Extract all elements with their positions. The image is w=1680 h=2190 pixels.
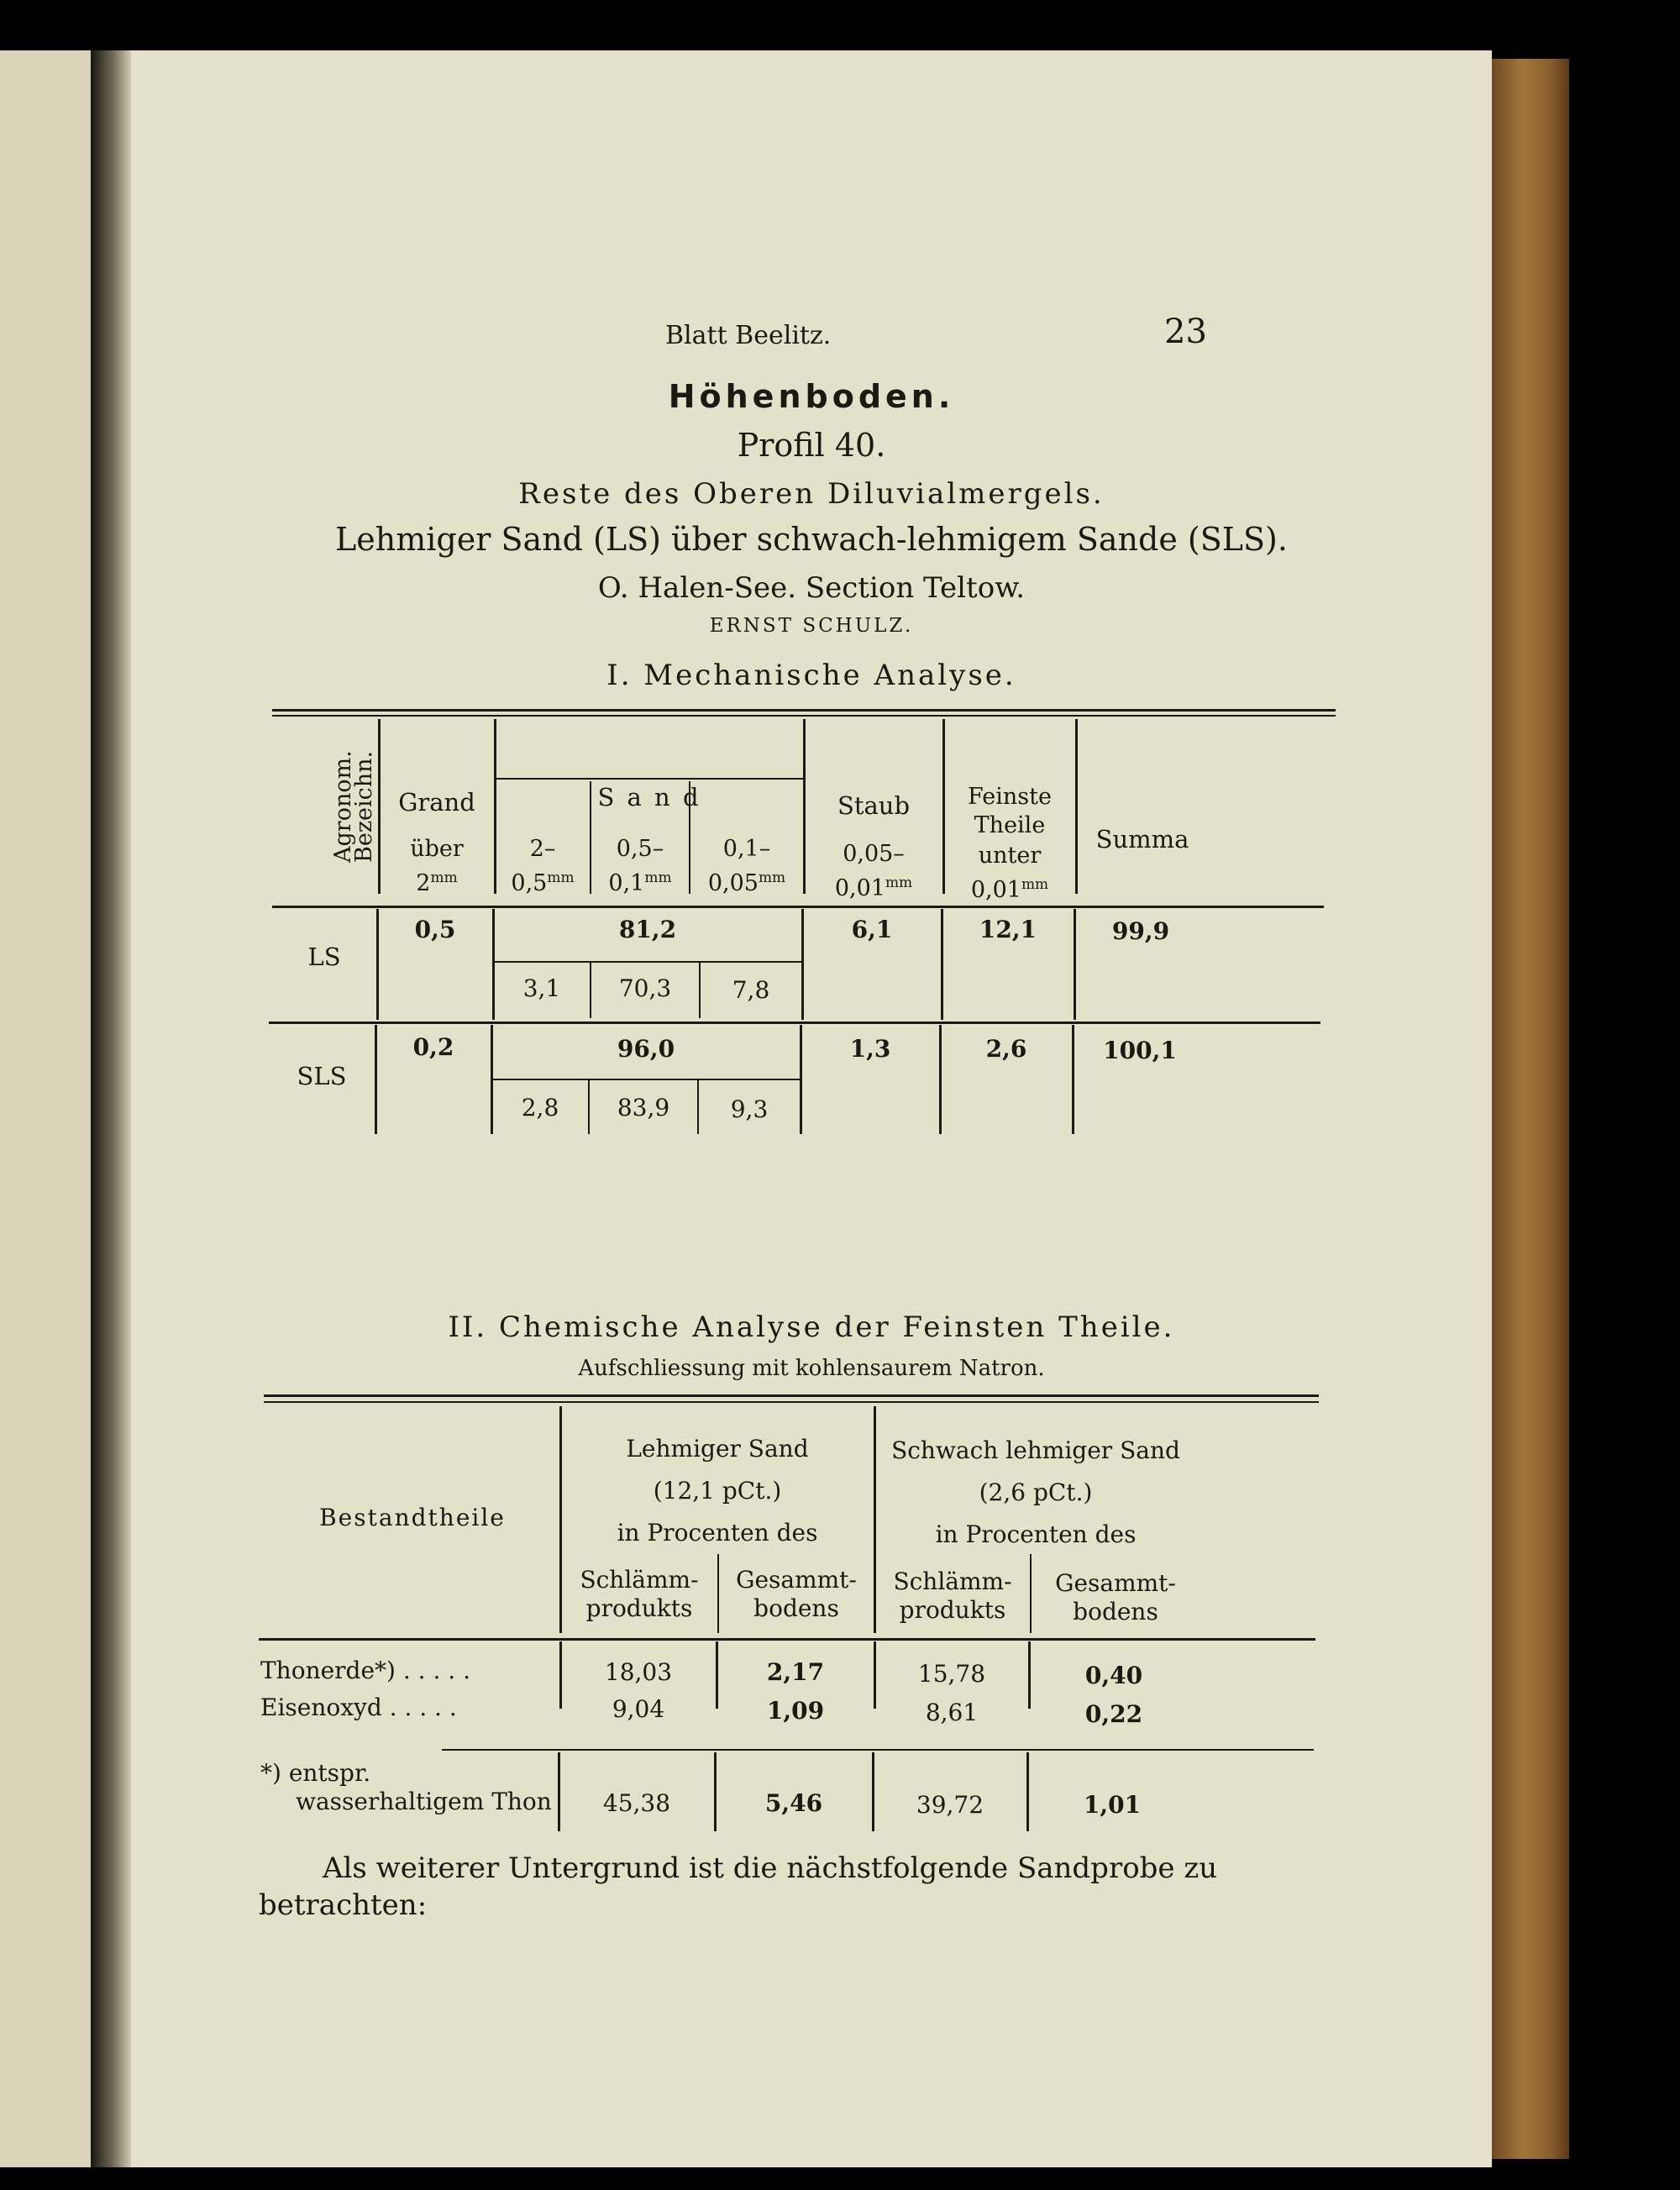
feinste-header-2: Theile — [974, 812, 1046, 838]
header-bottom-rule — [272, 906, 1324, 908]
gesammt-2: bodens — [753, 1594, 839, 1622]
sand-col2-header-b — [591, 864, 689, 898]
sand-3-value: 7,8 — [732, 976, 770, 1004]
feinste-value: 2,6 — [985, 1035, 1027, 1063]
value-cell: 9,04 — [612, 1695, 665, 1723]
grand-value: 0,5 — [414, 916, 456, 943]
unit-mm: mm — [1021, 876, 1049, 893]
sand-col1-header — [496, 835, 590, 898]
value-cell: 2,17 — [766, 1658, 825, 1686]
value-cell: 8,61 — [925, 1699, 979, 1726]
gesammt-2: bodens — [1073, 1598, 1158, 1625]
sand-1-value: 2,8 — [521, 1094, 559, 1121]
feinste-sub-1: unter — [978, 843, 1042, 869]
feinste-header-1: Feinste — [968, 784, 1052, 810]
location: O. Halen-See. Section Teltow. — [597, 571, 1026, 605]
table-top-rule-thin — [264, 1401, 1319, 1403]
feinste-sub-2 — [944, 870, 1075, 905]
header-bottom-rule — [259, 1638, 1315, 1641]
schlaemm-1: Schlämm- — [893, 1568, 1012, 1595]
schlaemm-2: produkts — [585, 1594, 693, 1622]
sand-col2-header — [591, 835, 689, 898]
staub-sub — [805, 840, 942, 903]
group2-header-2: (2,6 pCt.) — [979, 1478, 1093, 1506]
value-cell: 5,46 — [764, 1789, 823, 1817]
sand-1-value: 3,1 — [522, 974, 561, 1002]
closing-text-line1: Als weiterer Untergrund ist die nächstfolgende Sandprobe zu — [323, 1851, 1218, 1885]
left-page-edge — [0, 50, 91, 2167]
unit-mm: mm — [644, 869, 672, 886]
sand-col3-header-b — [690, 864, 803, 898]
value-cell: 1,01 — [1083, 1791, 1142, 1819]
agronom-header-line1: Agronom. — [330, 750, 356, 863]
group2-header — [875, 1430, 1196, 1556]
table-top-rule-thin — [272, 715, 1336, 717]
sand-col3-header-a: 0,1– — [722, 836, 771, 862]
group1-header-3: in Procenten des — [617, 1519, 818, 1547]
unit-mm: mm — [758, 869, 786, 886]
row-label: SLS — [297, 1062, 347, 1090]
grand-sub-2 — [380, 864, 494, 898]
staub-value: 6,1 — [851, 916, 893, 943]
section-title: Höhenboden. — [668, 378, 955, 415]
page-number: 23 — [1164, 312, 1207, 351]
row-label: Thonerde*) . . . . . — [260, 1657, 470, 1684]
sand-col1-value: 0,5 — [511, 870, 548, 896]
unit-mm: mm — [547, 869, 575, 886]
staub-value: 1,3 — [849, 1035, 891, 1063]
group1-header-2: (12,1 pCt.) — [653, 1477, 782, 1505]
group1-header-1: Lehmiger Sand — [626, 1435, 809, 1463]
profile-title: Profil 40. — [737, 427, 886, 464]
book-page-edges — [1492, 59, 1569, 2159]
profile-subtitle: Reste des Oberen Diluvialmergels. — [518, 477, 1105, 511]
row-label: LS — [307, 943, 341, 971]
unit-mm: mm — [430, 869, 458, 886]
sand-col3-header — [690, 835, 803, 898]
sand-col1-header-b — [496, 864, 590, 898]
grand-header: Grand — [398, 788, 475, 817]
book-page — [131, 50, 1492, 2167]
grand-value: 0,2 — [412, 1033, 454, 1061]
sand-subrow-rule — [494, 961, 801, 963]
feinste-value: 12,1 — [979, 916, 1037, 943]
schlaemm-1: Schlämm- — [580, 1566, 699, 1594]
closing-text-line2: betrachten: — [259, 1888, 428, 1922]
grand-sub-2-value: 2 — [416, 870, 431, 896]
value-cell: 0,40 — [1084, 1662, 1143, 1689]
summa-value: 100,1 — [1103, 1037, 1177, 1064]
sand-total-value: 96,0 — [617, 1035, 675, 1063]
sand-divider — [496, 778, 803, 780]
row-separator — [269, 1021, 1320, 1024]
sand-2-value: 83,9 — [617, 1094, 670, 1121]
footnote-label-2: wasserhaltigem Thon — [296, 1788, 552, 1815]
sand-2-value: 70,3 — [618, 974, 672, 1002]
agronom-header-line2: Bezeichn. — [351, 750, 377, 863]
schlaemm-header-1 — [561, 1566, 717, 1623]
summa-header: Summa — [1095, 825, 1189, 853]
mechanical-analysis-title: I. Mechanische Analyse. — [606, 659, 1016, 692]
feinste-header — [944, 783, 1075, 840]
summa-value: 99,9 — [1111, 917, 1170, 945]
table-top-rule — [272, 709, 1336, 712]
value-cell: 18,03 — [604, 1658, 673, 1686]
sand-total-value: 81,2 — [618, 916, 677, 943]
grand-sub — [380, 835, 494, 898]
value-cell: 15,78 — [917, 1660, 986, 1688]
gesammt-header-1 — [719, 1566, 874, 1623]
group2-header-3: in Procenten des — [935, 1520, 1137, 1548]
bestandtheile-header: Bestandtheile — [319, 1504, 506, 1531]
gesammt-header-2 — [1032, 1569, 1200, 1626]
table-top-rule — [264, 1394, 1319, 1397]
gesammt-1: Gesammt- — [1055, 1569, 1176, 1597]
sand-3-value: 9,3 — [730, 1095, 769, 1123]
schlaemm-header-2 — [875, 1568, 1030, 1625]
group2-header-1: Schwach lehmiger Sand — [891, 1436, 1180, 1464]
staub-sub-value: 0,01 — [834, 875, 885, 901]
chemical-analysis-title: II. Chemische Analyse der Feinsten Theile. — [448, 1310, 1175, 1344]
sand-subrow-rule — [492, 1079, 800, 1080]
value-cell: 1,09 — [766, 1697, 825, 1725]
grand-sub-1: über — [410, 836, 464, 862]
unit-mm: mm — [885, 874, 913, 891]
row-label: Eisenoxyd . . . . . — [260, 1694, 457, 1721]
value-cell: 39,72 — [916, 1791, 984, 1819]
feinste-sub-value: 0,01 — [970, 877, 1021, 903]
soil-description: Lehmiger Sand (LS) über schwach-lehmigem Sande (SLS). — [335, 521, 1288, 558]
footnote-rule — [442, 1749, 1314, 1751]
value-cell: 45,38 — [602, 1789, 671, 1817]
sand-col2-value: 0,1 — [608, 870, 645, 896]
col-line — [1075, 719, 1078, 894]
staub-sub-a: 0,05– — [843, 841, 905, 867]
author: ERNST SCHULZ. — [709, 615, 914, 637]
sand-col2-header-a: 0,5– — [616, 836, 664, 862]
group1-header — [561, 1428, 874, 1554]
value-cell: 0,22 — [1084, 1700, 1143, 1728]
sand-col3-value: 0,05 — [707, 870, 759, 896]
feinste-sub — [944, 842, 1075, 905]
chemical-analysis-subtitle: Aufschliessung mit kohlensaurem Natron. — [578, 1356, 1045, 1381]
staub-sub-b — [805, 869, 942, 903]
gesammt-1: Gesammt- — [736, 1566, 857, 1594]
sand-col1-header-a: 2– — [529, 836, 556, 862]
schlaemm-2: produkts — [899, 1596, 1006, 1624]
agronom-header-2 — [350, 750, 379, 863]
running-header: Blatt Beelitz. — [665, 321, 832, 350]
sand-header: S a n d — [597, 783, 701, 811]
book-gutter — [91, 50, 131, 2167]
footnote-label-1: *) entspr. — [260, 1759, 371, 1787]
staub-header: Staub — [837, 791, 911, 820]
